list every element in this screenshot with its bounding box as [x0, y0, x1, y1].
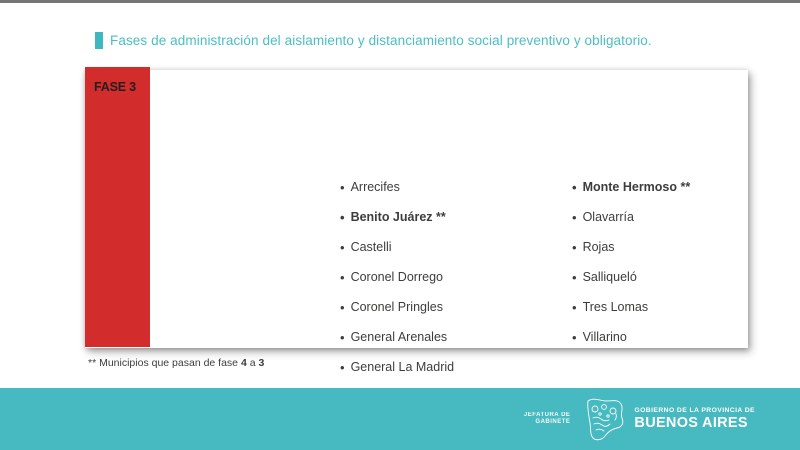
list-item — [572, 202, 690, 232]
bullet-icon: • — [572, 179, 577, 195]
municipality-label: Villarino — [582, 330, 627, 344]
municipality-label: Arrecifes — [350, 180, 400, 194]
bullet-icon: • — [572, 239, 577, 255]
bullet-icon: • — [340, 299, 345, 315]
municipality-column-1 — [340, 172, 454, 382]
municipality-label: General La Madrid — [350, 360, 455, 374]
jefatura-de-gabinete-text — [524, 412, 571, 426]
phase-badge — [85, 67, 150, 347]
list-item — [572, 322, 690, 352]
list-item — [340, 172, 454, 202]
list-item — [572, 232, 690, 262]
list-item — [340, 232, 454, 262]
bullet-icon: • — [572, 269, 577, 285]
municipality-label: Monte Hermoso ** — [582, 180, 691, 194]
bullet-icon: • — [572, 209, 577, 225]
title-accent-bar — [95, 32, 103, 49]
footnote-to-phase: 3 — [258, 357, 265, 369]
municipality-label: Castelli — [350, 240, 392, 254]
page-title: Fases de administración del aislamiento y distanciamiento social preventivo y obligatorio. — [110, 33, 652, 48]
footnote-text: ** Municipios que pasan de fase — [88, 357, 241, 369]
municipality-column-2 — [572, 172, 690, 352]
bullet-icon: • — [340, 329, 345, 345]
municipality-label: Salliqueló — [582, 270, 637, 284]
list-item — [572, 172, 690, 202]
list-item — [572, 292, 690, 322]
government-line-1: GOBIERNO DE LA PROVINCIA DE — [634, 407, 755, 414]
government-text — [634, 407, 755, 431]
bullet-icon: • — [340, 209, 345, 225]
municipality-label: Coronel Dorrego — [350, 270, 443, 284]
bullet-icon: • — [340, 179, 345, 195]
municipality-label: Tres Lomas — [582, 300, 649, 314]
bullet-icon: • — [340, 359, 345, 375]
municipality-label: Olavarría — [582, 210, 634, 224]
bullet-icon: • — [340, 269, 345, 285]
bullet-icon: • — [572, 299, 577, 315]
footnote-separator: a — [246, 357, 259, 369]
municipality-label: General Arenales — [350, 330, 448, 344]
list-item — [340, 292, 454, 322]
municipality-label: Benito Juárez ** — [350, 210, 446, 224]
list-item — [340, 352, 454, 382]
bullet-icon: • — [340, 239, 345, 255]
footnote — [88, 357, 264, 369]
bullet-icon: • — [572, 329, 577, 345]
footer-band — [0, 388, 800, 450]
municipality-label: Coronel Pringles — [350, 300, 443, 314]
list-item — [340, 322, 454, 352]
municipality-label: Rojas — [582, 240, 615, 254]
phase-label: FASE 3 — [94, 80, 136, 94]
list-item — [340, 262, 454, 292]
list-item — [572, 262, 690, 292]
department-line-2: GABINETE — [535, 419, 571, 425]
department-line-1: JEFATURA DE — [523, 412, 571, 418]
footer-logo-cluster — [524, 388, 755, 450]
province-map-icon — [580, 395, 628, 443]
top-border-rule — [0, 0, 800, 3]
list-item — [340, 202, 454, 232]
government-line-2: BUENOS AIRES — [634, 415, 748, 431]
footnote-from-phase: 4 — [240, 357, 247, 369]
